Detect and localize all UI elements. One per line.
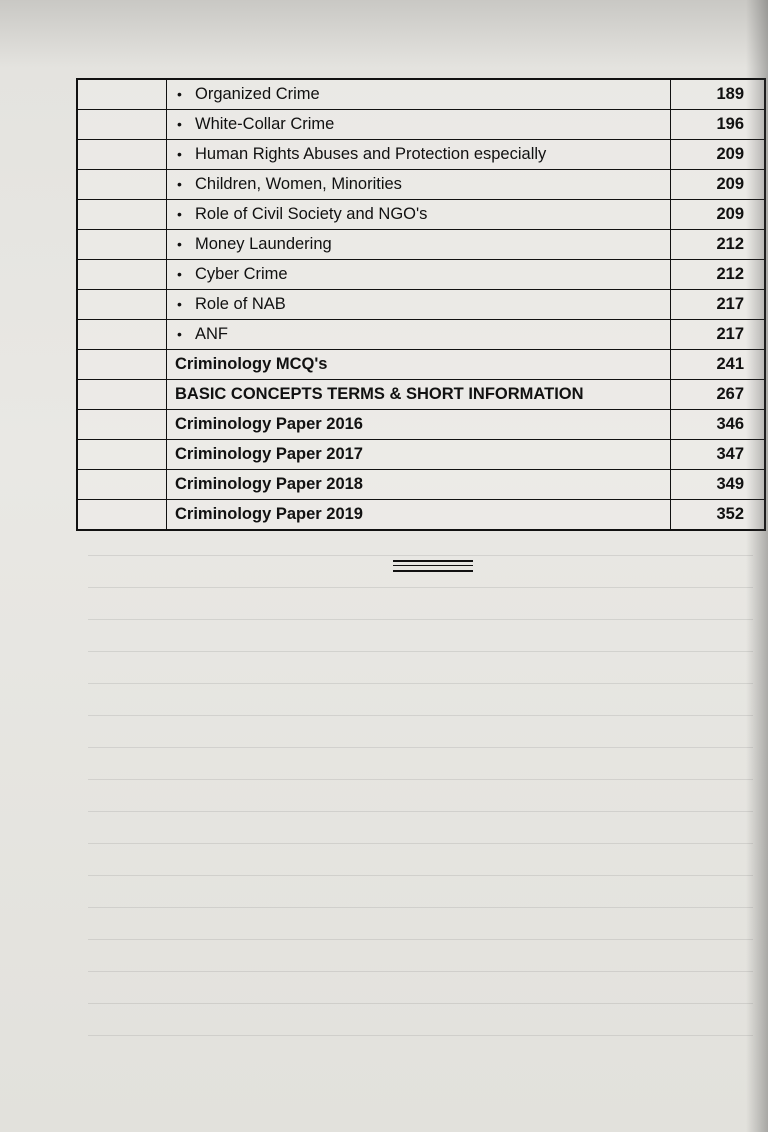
toc-title-cell xyxy=(167,470,671,500)
toc-page-number: 209 xyxy=(671,200,766,230)
toc-title-cell xyxy=(167,200,671,230)
toc-number-cell xyxy=(77,320,167,350)
toc-number-cell xyxy=(77,170,167,200)
toc-row xyxy=(77,290,765,320)
toc-entry-title: Organized Crime xyxy=(195,85,320,103)
toc-row xyxy=(77,410,765,440)
toc-row xyxy=(77,440,765,470)
toc-body xyxy=(77,79,765,530)
toc-row xyxy=(77,110,765,140)
bleed-through-reverse-page xyxy=(88,555,753,1075)
bullet-icon: • xyxy=(177,86,182,102)
bullet-icon: • xyxy=(177,296,182,312)
toc-number-cell xyxy=(77,350,167,380)
toc-number-cell xyxy=(77,110,167,140)
toc-row xyxy=(77,79,765,110)
table-of-contents xyxy=(76,78,766,531)
toc-row xyxy=(77,230,765,260)
toc-entry-title: Criminology Paper 2018 xyxy=(175,475,363,493)
toc-row xyxy=(77,140,765,170)
toc-title-cell xyxy=(167,260,671,290)
toc-number-cell xyxy=(77,290,167,320)
bullet-icon: • xyxy=(177,266,182,282)
toc-title-cell xyxy=(167,410,671,440)
toc-entry-title: Role of NAB xyxy=(195,295,286,313)
toc-number-cell xyxy=(77,260,167,290)
toc-entry-title: Human Rights Abuses and Protection especially xyxy=(195,145,547,163)
toc-entry-title: Criminology Paper 2019 xyxy=(175,505,363,523)
toc-row xyxy=(77,170,765,200)
end-divider xyxy=(393,560,473,572)
toc-number-cell xyxy=(77,140,167,170)
bullet-icon: • xyxy=(177,326,182,342)
toc-title-cell xyxy=(167,79,671,110)
toc-title-cell xyxy=(167,500,671,531)
toc-entry-title: Money Laundering xyxy=(195,235,332,253)
toc-title-cell xyxy=(167,350,671,380)
toc-row xyxy=(77,260,765,290)
toc-page-number: 209 xyxy=(671,140,766,170)
bullet-icon: • xyxy=(177,176,182,192)
toc-number-cell xyxy=(77,79,167,110)
toc-entry-title: BASIC CONCEPTS TERMS & SHORT INFORMATION xyxy=(175,385,584,403)
toc-number-cell xyxy=(77,200,167,230)
toc-title-cell xyxy=(167,230,671,260)
toc-entry-title: Criminology Paper 2017 xyxy=(175,445,363,463)
page-edge-shadow xyxy=(746,0,768,1132)
toc-page-number: 196 xyxy=(671,110,766,140)
toc-entry-title: White-Collar Crime xyxy=(195,115,335,133)
toc-row xyxy=(77,200,765,230)
toc-page-number: 209 xyxy=(671,170,766,200)
toc-title-cell xyxy=(167,170,671,200)
toc-title-cell xyxy=(167,440,671,470)
toc-row xyxy=(77,350,765,380)
toc-page-number: 346 xyxy=(671,410,766,440)
bullet-icon: • xyxy=(177,146,182,162)
toc-row xyxy=(77,320,765,350)
toc-entry-title: Role of Civil Society and NGO's xyxy=(195,205,428,223)
toc-entry-title: Children, Women, Minorities xyxy=(195,175,402,193)
toc-page-number: 267 xyxy=(671,380,766,410)
toc-title-cell xyxy=(167,110,671,140)
toc-page-number: 217 xyxy=(671,320,766,350)
toc-page-number: 241 xyxy=(671,350,766,380)
toc-entry-title: ANF xyxy=(195,325,228,343)
toc-row xyxy=(77,470,765,500)
bullet-icon: • xyxy=(177,116,182,132)
toc-title-cell xyxy=(167,380,671,410)
toc-page-number: 189 xyxy=(671,79,766,110)
toc-page-number: 217 xyxy=(671,290,766,320)
toc-page-number: 212 xyxy=(671,260,766,290)
toc-number-cell xyxy=(77,500,167,531)
bullet-icon: • xyxy=(177,236,182,252)
toc-page-number: 347 xyxy=(671,440,766,470)
toc-page-number: 349 xyxy=(671,470,766,500)
toc-title-cell xyxy=(167,290,671,320)
toc-entry-title: Criminology MCQ's xyxy=(175,355,328,373)
toc-number-cell xyxy=(77,380,167,410)
toc-page-number: 212 xyxy=(671,230,766,260)
toc-number-cell xyxy=(77,440,167,470)
toc-title-cell xyxy=(167,320,671,350)
toc-number-cell xyxy=(77,410,167,440)
toc-row xyxy=(77,380,765,410)
toc-number-cell xyxy=(77,470,167,500)
toc-entry-title: Cyber Crime xyxy=(195,265,288,283)
toc-page-number: 352 xyxy=(671,500,766,531)
toc-number-cell xyxy=(77,230,167,260)
toc-row xyxy=(77,500,765,531)
toc-title-cell xyxy=(167,140,671,170)
toc-entry-title: Criminology Paper 2016 xyxy=(175,415,363,433)
bullet-icon: • xyxy=(177,206,182,222)
